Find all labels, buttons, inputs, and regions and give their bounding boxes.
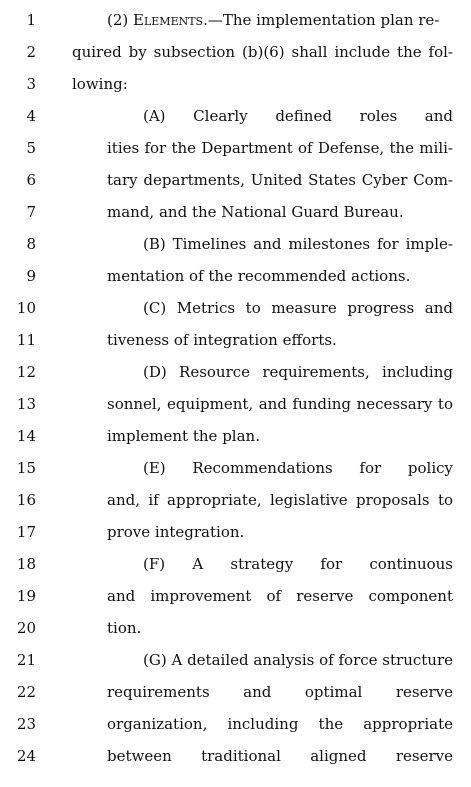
line-number: 4 — [26, 107, 36, 125]
line-text: (F) A strategy for continuous — [143, 555, 453, 573]
document-line — [0, 458, 471, 490]
document-line — [0, 170, 471, 202]
document-line — [0, 490, 471, 522]
line-text: sonnel, equipment, and funding necessary to — [107, 395, 453, 413]
line-text: requirements and optimal reserve — [107, 683, 453, 701]
line-text: and improvement of reserve component — [107, 587, 453, 605]
line-text: quired by subsection (b)(6) shall include the fol- — [72, 43, 453, 61]
document-line — [0, 266, 471, 298]
line-number: 19 — [16, 587, 36, 605]
document-line — [0, 202, 471, 234]
document-line — [0, 362, 471, 394]
document-line — [0, 298, 471, 330]
line-number: 16 — [16, 491, 36, 509]
line-number: 22 — [16, 683, 36, 701]
line-text: and, if appropriate, legislative proposals to — [107, 491, 453, 509]
line-text: (E) Recommendations for policy — [143, 459, 453, 477]
document-line — [0, 42, 471, 74]
line-number: 10 — [16, 299, 36, 317]
document-line — [0, 426, 471, 458]
document-line — [0, 522, 471, 554]
line-number: 13 — [16, 395, 36, 413]
line-number: 7 — [26, 203, 36, 221]
line-text: between traditional aligned reserve — [107, 747, 453, 765]
line-number: 17 — [16, 523, 36, 541]
document-line — [0, 618, 471, 650]
line-text: (C) Metrics to measure progress and — [143, 299, 453, 317]
document-line — [0, 330, 471, 362]
line-number: 14 — [16, 427, 36, 445]
line-text: prove integration. — [107, 523, 245, 541]
line-number: 3 — [26, 75, 36, 93]
line-text: mentation of the recommended actions. — [107, 267, 411, 285]
line-text: (B) Timelines and milestones for imple- — [143, 235, 453, 253]
line-number: 8 — [26, 235, 36, 253]
line-number: 20 — [16, 619, 36, 637]
line-number: 18 — [16, 555, 36, 573]
line-number: 1 — [26, 11, 36, 29]
line-text: tary departments, United States Cyber Com- — [107, 171, 453, 189]
document-line — [0, 234, 471, 266]
document-line — [0, 106, 471, 138]
line-number: 15 — [16, 459, 36, 477]
line-text — [107, 10, 439, 30]
document-line — [0, 554, 471, 586]
line-text: ities for the Department of Defense, the mili- — [107, 139, 453, 157]
document-line — [0, 138, 471, 170]
document-line — [0, 74, 471, 106]
document-line — [0, 10, 471, 42]
paragraph-designator: (2) — [107, 11, 134, 29]
line-number: 6 — [26, 171, 36, 189]
section-heading: Elements — [133, 11, 204, 29]
line-text: (D) Resource requirements, including — [143, 363, 453, 381]
line-number: 21 — [16, 651, 36, 669]
line-text: (A) Clearly defined roles and — [143, 107, 453, 125]
document-line — [0, 650, 471, 682]
line-text: (G) A detailed analysis of force structure — [143, 651, 453, 669]
line-number: 5 — [26, 139, 36, 157]
line-number: 9 — [26, 267, 36, 285]
line-text: tiveness of integration efforts. — [107, 331, 337, 349]
line-text: lowing: — [72, 75, 128, 93]
line-number: 11 — [16, 331, 36, 349]
line-text: tion. — [107, 619, 142, 637]
line-number: 2 — [26, 43, 36, 61]
line-number: 24 — [16, 747, 36, 765]
document-line — [0, 394, 471, 426]
document-line — [0, 682, 471, 714]
document-line — [0, 714, 471, 746]
line-number: 23 — [16, 715, 36, 733]
line-text: mand, and the National Guard Bureau. — [107, 203, 404, 221]
document-line — [0, 586, 471, 618]
line-text: implement the plan. — [107, 427, 260, 445]
line-text-rest: .—The implementation plan re- — [203, 11, 440, 29]
line-text: organization, including the appropriate — [107, 715, 453, 733]
line-number: 12 — [16, 363, 36, 381]
document-line — [0, 746, 471, 778]
